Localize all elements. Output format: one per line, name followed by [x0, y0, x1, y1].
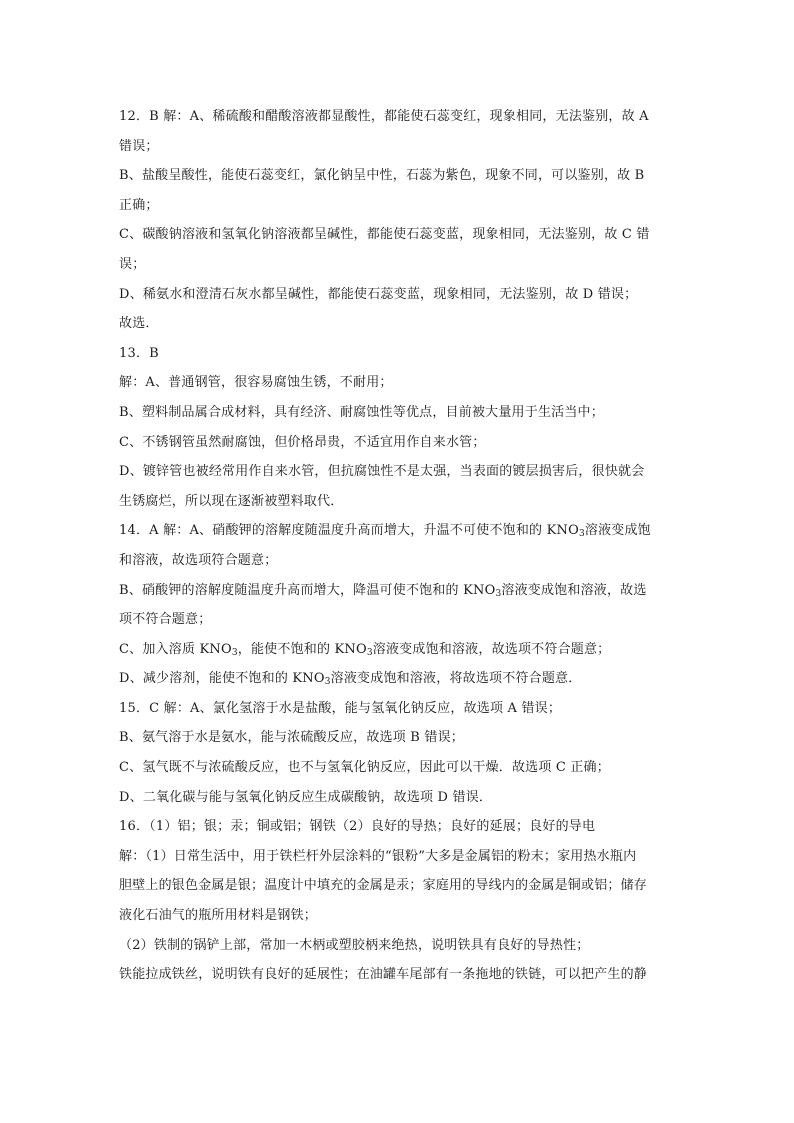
text-segment: C、不锈钢管虽然耐腐蚀，但价格昂贵，不适宜用作自来水管； — [119, 434, 486, 450]
text-segment: C、氢气既不与浓硫酸反应，也不与氢氧化钠反应，因此可以干燥．故选项 C 正确； — [119, 760, 610, 776]
text-line — [119, 635, 679, 665]
text-segment: 胆壁上的银色金属是银；温度计中填充的金属是汞；家庭用的导线内的金属是铜或铝；储存 — [119, 878, 648, 894]
text-segment: 解：A、普通钢管，很容易腐蚀生锈，不耐用； — [119, 375, 393, 391]
text-segment: C、加入溶质 KNO — [119, 641, 232, 657]
text-segment: D、稀氨水和澄清石灰水都呈碱性，都能使石蕊变蓝，现象相同，无法鉴别，故 D 错误； — [119, 286, 638, 302]
text-line — [119, 871, 679, 901]
text-segment: 溶液变成饱和溶液，故选项不符合题意； — [372, 641, 611, 657]
text-segment: B、塑料制品属合成材料，具有经济、耐腐蚀性等优点，目前被大量用于生活当中； — [119, 404, 604, 420]
text-line — [119, 783, 679, 813]
text-line — [119, 723, 679, 753]
text-line — [119, 339, 679, 369]
text-line — [119, 487, 679, 517]
text-line — [119, 931, 679, 961]
subscript: 3 — [495, 588, 502, 599]
text-segment: 12．B 解：A、稀硫酸和醋酸溶液都显酸性，都能使石蕊变红，现象相同，无法鉴别，故 A — [119, 109, 649, 124]
text-segment: （2）铁制的锅铲上部，常加一木柄或塑胶柄来绝热，说明铁具有良好的导热性； — [119, 937, 590, 953]
text-line — [119, 220, 679, 250]
subscript: 3 — [231, 647, 238, 658]
text-segment: D、减少溶剂，能使不饱和的 KNO — [119, 671, 325, 687]
text-segment: 溶液变成饱和溶液，将故选项不符合题意． — [330, 671, 582, 687]
text-segment: D、镀锌管也被经常用作自来水管，但抗腐蚀性不是太强，当表面的镀层损害后，很快就会 — [119, 464, 645, 480]
text-line — [119, 960, 679, 990]
text-segment: 13．B — [119, 345, 159, 361]
text-segment: 16．（1）铝；银；汞；铜或铝；钢铁（2）良好的导热；良好的延展；良好的导电 — [119, 819, 596, 835]
text-line — [119, 812, 679, 842]
text-line — [119, 694, 679, 724]
text-line — [119, 309, 679, 339]
text-segment: 溶液变成饱和溶液，故选 — [501, 582, 647, 598]
text-line — [119, 161, 679, 191]
text-line — [119, 102, 679, 132]
text-segment: B、盐酸呈酸性，能使石蕊变红，氯化钠呈中性，石蕊为紫色，现象不同，可以鉴别，故 B — [119, 168, 645, 184]
text-line — [119, 250, 679, 280]
text-line — [119, 191, 679, 221]
text-segment: 铁能拉成铁丝，说明铁有良好的延展性；在油罐车尾部有一条拖地的铁链，可以把产生的静 — [119, 967, 648, 983]
text-segment: D、二氧化碳与能与氢氧化钠反应生成碳酸钠，故选项 D 错误． — [119, 789, 493, 805]
text-line — [119, 516, 679, 546]
text-line — [119, 457, 679, 487]
text-segment: 错误； — [119, 138, 159, 154]
text-segment: 液化石油气的瓶所用材料是钢铁； — [119, 908, 318, 924]
text-segment: C、碳酸钠溶液和氢氧化钠溶液都呈碱性，都能使石蕊变蓝，现象相同，无法鉴别，故 C 错 — [119, 227, 650, 243]
text-line — [119, 605, 679, 635]
text-segment: 14．A 解：A、硝酸钾的溶解度随温度升高而增大，升温不可使不饱和的 KNO — [119, 523, 579, 539]
text-segment: 误； — [119, 256, 146, 272]
text-line — [119, 753, 679, 783]
text-segment: 项不符合题意； — [119, 612, 212, 628]
text-line — [119, 428, 679, 458]
text-segment: 故选． — [119, 316, 159, 332]
text-line — [119, 398, 679, 428]
text-segment: 溶液变成饱 — [584, 523, 651, 539]
text-line — [119, 368, 679, 398]
text-line — [119, 842, 679, 872]
text-segment: B、氨气溶于水是氨水，能与浓硫酸反应，故选项 B 错误； — [119, 730, 464, 746]
text-line — [119, 664, 679, 694]
text-segment: ，能使不饱和的 KNO — [237, 641, 367, 657]
text-segment: 生锈腐烂，所以现在逐渐被塑料取代． — [119, 493, 344, 509]
subscript: 3 — [324, 677, 331, 688]
subscript: 3 — [366, 647, 373, 658]
text-line — [119, 576, 679, 606]
subscript: 3 — [578, 529, 585, 540]
text-line — [119, 546, 679, 576]
text-segment: 正确； — [119, 197, 159, 213]
answer-text-block — [119, 102, 679, 990]
text-line — [119, 132, 679, 162]
text-segment: 解：（1）日常生活中，用于铁栏杆外层涂料的“银粉”大多是金属铝的粉末；家用热水瓶内 — [119, 848, 637, 864]
text-segment: B、硝酸钾的溶解度随温度升高而增大，降温可使不饱和的 KNO — [119, 582, 496, 598]
text-line — [119, 280, 679, 310]
text-segment: 和溶液，故选项符合题意； — [119, 552, 278, 568]
text-segment: 15．C 解：A、氯化氢溶于水是盐酸，能与氢氧化钠反应，故选项 A 错误； — [119, 700, 562, 716]
text-line — [119, 901, 679, 931]
